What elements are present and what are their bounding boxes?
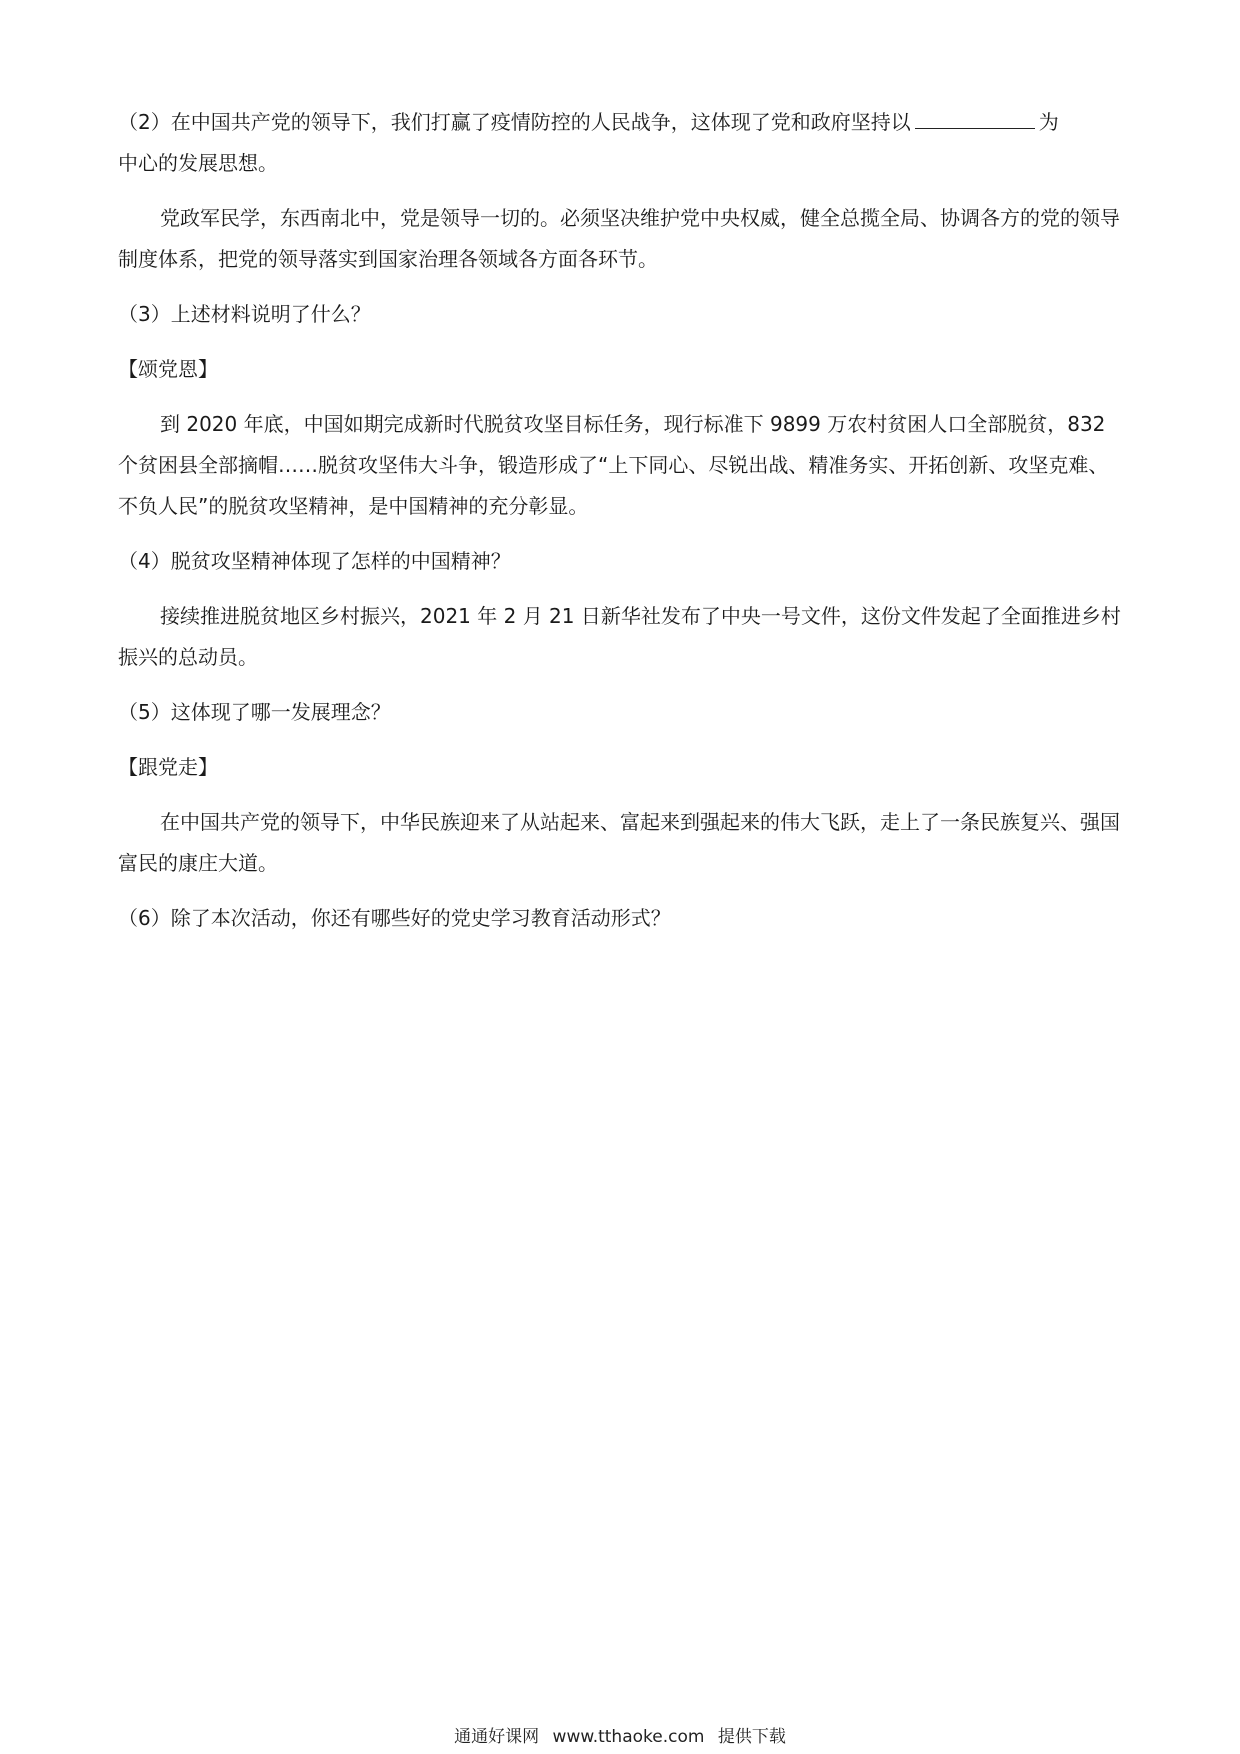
footer-url[interactable]: www.tthaoke.com <box>552 1727 705 1747</box>
question-6: （6）除了本次活动，你还有哪些好的党史学习教育活动形式？ <box>118 906 671 930</box>
question-3: （3）上述材料说明了什么？ <box>118 302 371 326</box>
question-4: （4）脱贫攻坚精神体现了怎样的中国精神？ <box>118 549 511 573</box>
question-2 <box>118 102 1128 184</box>
page-footer <box>0 1722 1240 1747</box>
answer-blank[interactable] <box>915 110 1035 129</box>
footer-site-name: 通通好课网 <box>454 1727 540 1747</box>
material-paragraph-1: 党政军民学，东西南北中，党是领导一切的。必须坚决维护党中央权威，健全总揽全局、协调各方的党的领导制度体系，把党的领导落实到国家治理各领域各方面各环节。 <box>118 206 1120 271</box>
question-2-continuation: 中心的发展思想。 <box>118 151 278 175</box>
question-2-text-end: 为 <box>1038 110 1059 134</box>
section-heading-song-dang-en: 【颂党恩】 <box>118 357 218 381</box>
material-paragraph-4: 在中国共产党的领导下，中华民族迎来了从站起来、富起来到强起来的伟大飞跃，走上了一条民族复兴、强国富民的康庄大道。 <box>118 810 1120 875</box>
question-2-text: （2）在中国共产党的领导下，我们打赢了疫情防控的人民战争，这体现了党和政府坚持以 <box>118 110 911 134</box>
section-heading-gen-dang-zou: 【跟党走】 <box>118 755 218 779</box>
question-5: （5）这体现了哪一发展理念？ <box>118 700 391 724</box>
material-paragraph-2: 到 2020 年底，中国如期完成新时代脱贫攻坚目标任务，现行标准下 9899 万农村贫困人口全部脱贫，832 个贫困县全部摘帽……脱贫攻坚伟大斗争，锻造形成了“上下同心、尽锐出战、精准务实、开拓创新、攻坚克难、不负人民”的脱贫攻坚精神，是中国精神的充分彰显。 <box>118 412 1109 518</box>
material-paragraph-3: 接续推进脱贫地区乡村振兴，2021 年 2 月 21 日新华社发布了中央一号文件，这份文件发起了全面推进乡村振兴的总动员。 <box>118 604 1121 669</box>
footer-suffix: 提供下载 <box>717 1727 786 1747</box>
question-body <box>118 102 1128 939</box>
